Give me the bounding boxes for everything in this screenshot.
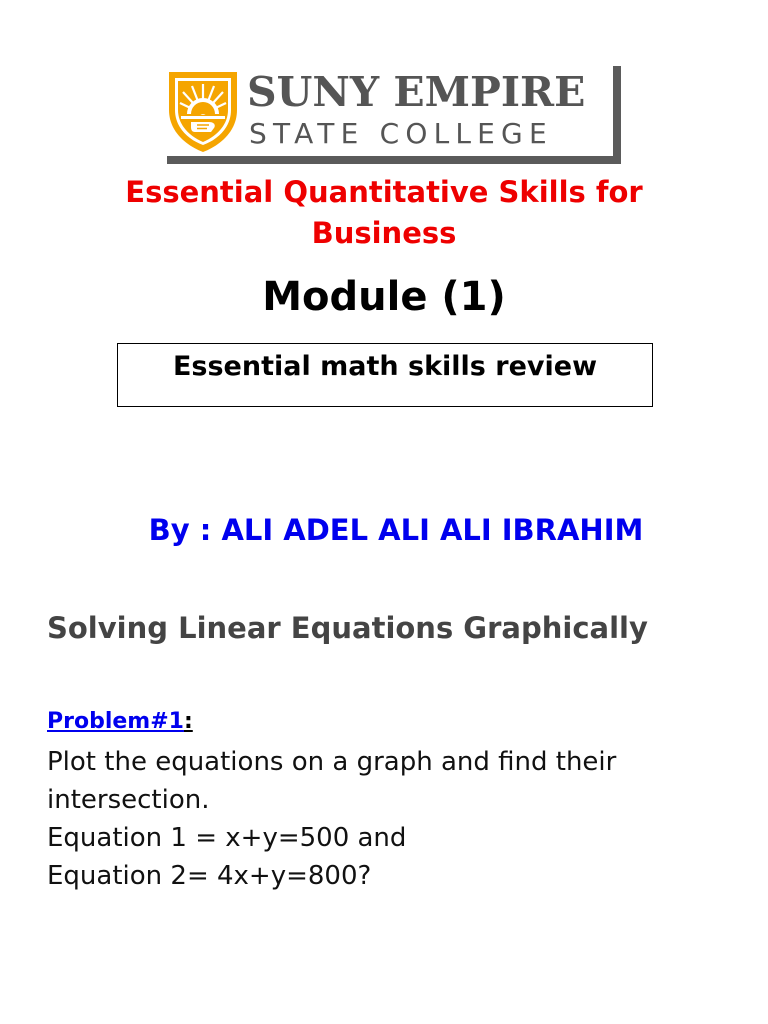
section-title: Solving Linear Equations Graphically bbox=[47, 611, 648, 645]
logo-frame-right bbox=[613, 66, 621, 164]
problem-heading bbox=[47, 705, 193, 739]
equation-1-line: Equation 1 = x+y=500 and bbox=[47, 823, 407, 853]
sun-shield-icon bbox=[167, 70, 239, 154]
problem-statement bbox=[47, 743, 737, 895]
topic-box bbox=[117, 343, 653, 407]
author-line: By : ALI ADEL ALI ALI IBRAHIM bbox=[148, 513, 644, 547]
suny-logo bbox=[167, 66, 623, 166]
course-title: Essential Quantitative Skills for Business bbox=[125, 175, 643, 250]
problem-line: Plot the equations on a graph and find their bbox=[47, 747, 617, 777]
equation-2-line: Equation 2= 4x+y=800? bbox=[47, 861, 372, 891]
logo-name-line2: STATE COLLEGE bbox=[249, 117, 553, 150]
module-title: Module (1) bbox=[262, 274, 506, 320]
topic-text: Essential math skills review bbox=[172, 351, 598, 382]
problem-colon: : bbox=[183, 709, 193, 734]
problem-link[interactable]: Problem#1 bbox=[47, 709, 184, 734]
logo-name-line1: SUNY EMPIRE bbox=[247, 68, 586, 116]
problem-line: intersection. bbox=[47, 785, 210, 815]
logo-frame-bottom bbox=[167, 156, 621, 164]
